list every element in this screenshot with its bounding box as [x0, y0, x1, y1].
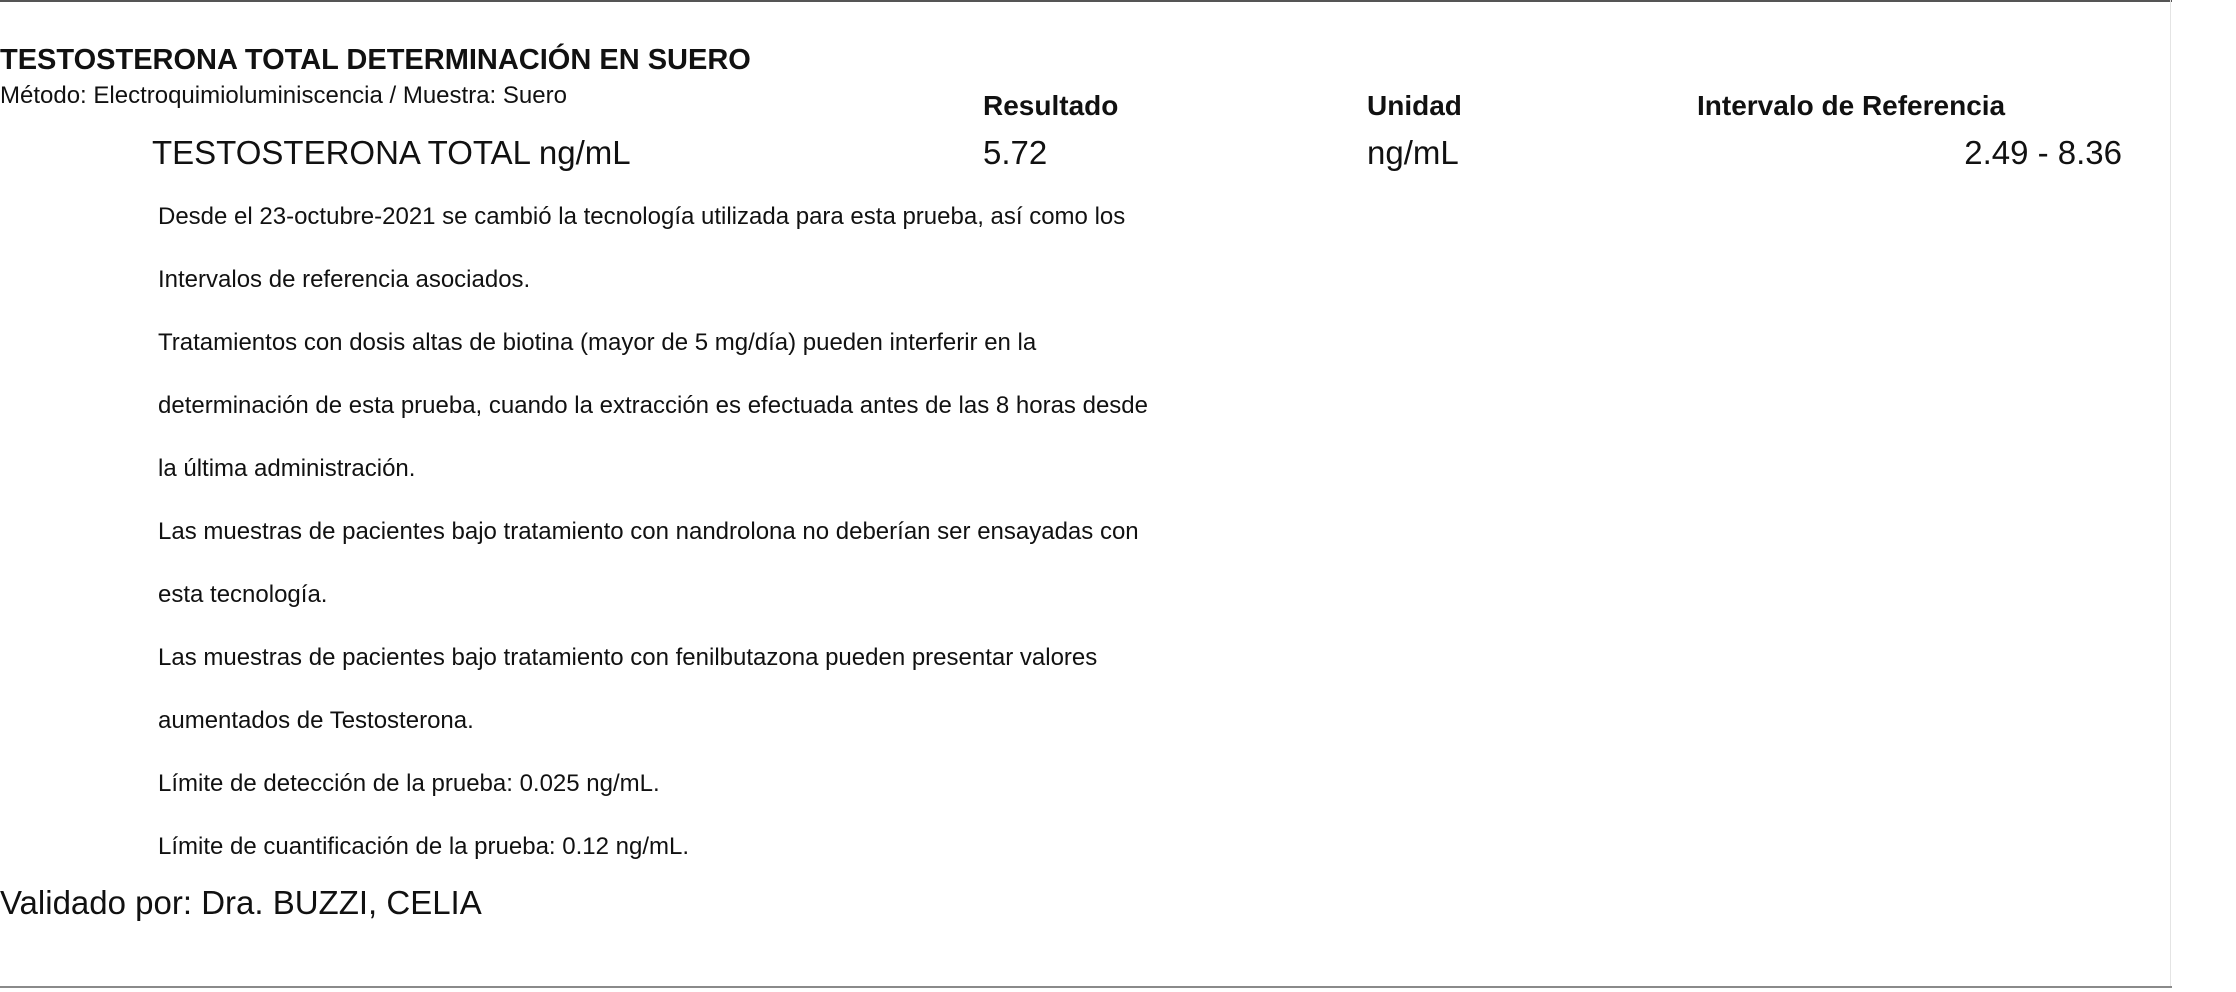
- note-line: Desde el 23-octubre-2021 se cambió la tecnología utilizada para esta prueba, así como los: [158, 203, 1126, 230]
- notes-list: [158, 200, 1148, 893]
- column-header-reference: Intervalo de Referencia: [1697, 90, 2006, 121]
- note-line: Las muestras de pacientes bajo tratamiento con fenilbutazona pueden presentar valores: [158, 644, 1098, 671]
- result-unit: ng/mL: [1367, 134, 1459, 171]
- note-line: esta tecnología.: [158, 581, 328, 608]
- method-line: Método: Electroquimioluminiscencia / Muestra: Suero: [0, 82, 567, 109]
- note-line: Límite de detección de la prueba: 0.025 ng/mL.: [158, 770, 660, 797]
- note-line: Las muestras de pacientes bajo tratamiento con nandrolona no deberían ser ensayadas con: [158, 518, 1139, 545]
- note-line: Tratamientos con dosis altas de biotina (mayor de 5 mg/día) pueden interferir en la: [158, 329, 1037, 356]
- note-line: Límite de cuantificación de la prueba: 0.12 ng/mL.: [158, 833, 689, 860]
- column-header-result: Resultado: [983, 90, 1119, 121]
- note-line: determinación de esta prueba, cuando la extracción es efectuada antes de las 8 horas desde: [158, 392, 1148, 419]
- top-divider: [0, 0, 2172, 2]
- column-header-unit: Unidad: [1367, 90, 1462, 121]
- result-reference-range: 2.49 - 8.36: [1964, 134, 2122, 171]
- test-title: TESTOSTERONA TOTAL DETERMINACIÓN EN SUERO: [0, 44, 751, 76]
- bottom-divider: [0, 986, 2172, 988]
- result-test-name: TESTOSTERONA TOTAL ng/mL: [152, 134, 631, 171]
- page-edge: [2170, 0, 2171, 988]
- note-line: la última administración.: [158, 455, 416, 482]
- result-value: 5.72: [983, 134, 1048, 171]
- validated-by: Validado por: Dra. BUZZI, CELIA: [0, 884, 482, 921]
- note-line: Intervalos de referencia asociados.: [158, 266, 531, 293]
- note-line: aumentados de Testosterona.: [158, 707, 474, 734]
